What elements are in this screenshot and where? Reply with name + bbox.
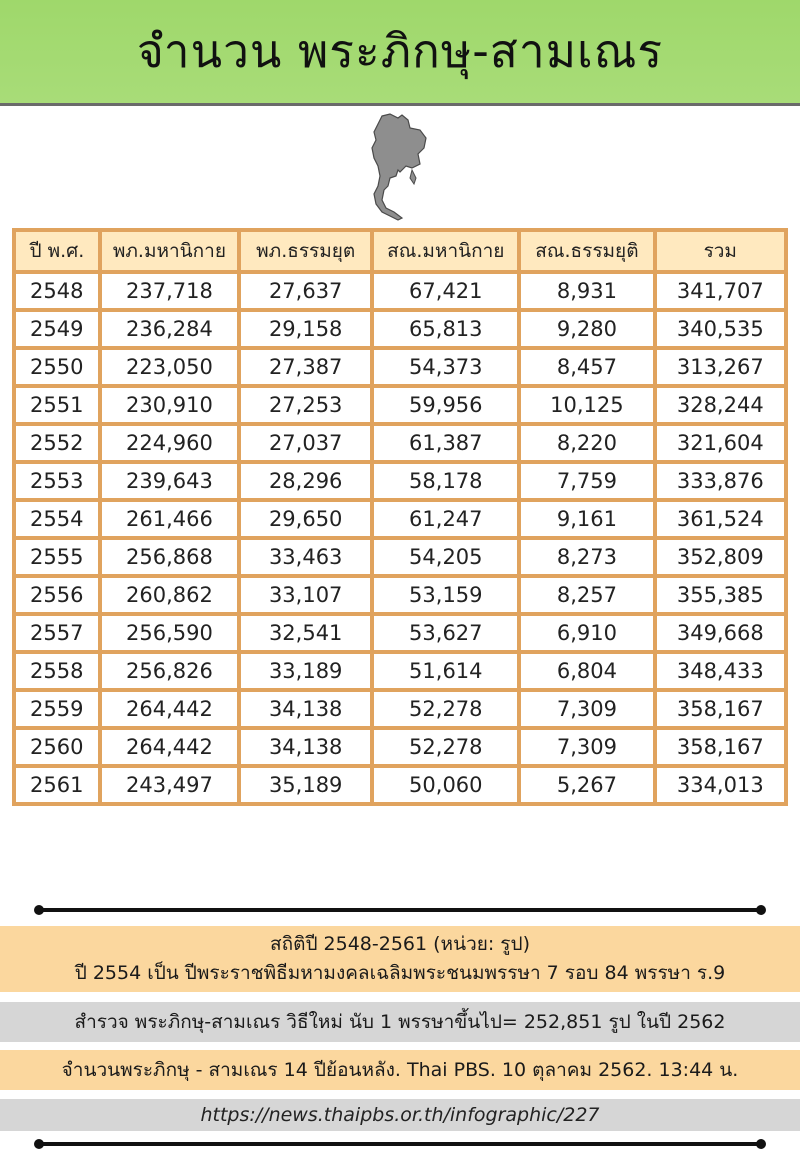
cell-novice-mahanikaya: 61,387	[372, 424, 519, 462]
cell-year: 2553	[14, 462, 100, 500]
cell-novice-mahanikaya: 61,247	[372, 500, 519, 538]
table-row	[14, 272, 786, 310]
cell-monk-dhammayut: 33,463	[239, 538, 372, 576]
cell-monk-mahanikaya: 264,442	[100, 690, 239, 728]
table-row	[14, 348, 786, 386]
cell-monk-mahanikaya: 260,862	[100, 576, 239, 614]
cell-monk-mahanikaya: 264,442	[100, 728, 239, 766]
table-row	[14, 728, 786, 766]
cell-total: 358,167	[655, 728, 786, 766]
table-header-row	[14, 230, 786, 272]
cell-monk-dhammayut: 27,253	[239, 386, 372, 424]
cell-total: 334,013	[655, 766, 786, 804]
cell-year: 2548	[14, 272, 100, 310]
title-banner	[0, 0, 800, 106]
cell-novice-dhammayut: 8,457	[519, 348, 654, 386]
cell-total: 355,385	[655, 576, 786, 614]
header-year: ปี พ.ศ.	[14, 230, 100, 272]
cell-year: 2551	[14, 386, 100, 424]
cell-monk-dhammayut: 27,637	[239, 272, 372, 310]
source-note: จำนวนพระภิกษุ - สามเณร 14 ปีย้อนหลัง. Thai PBS. 10 ตุลาคม 2562. 13:44 น.	[0, 1050, 800, 1090]
cell-novice-mahanikaya: 52,278	[372, 728, 519, 766]
cell-novice-dhammayut: 8,273	[519, 538, 654, 576]
cell-novice-mahanikaya: 58,178	[372, 462, 519, 500]
cell-novice-mahanikaya: 51,614	[372, 652, 519, 690]
cell-novice-mahanikaya: 52,278	[372, 690, 519, 728]
cell-total: 340,535	[655, 310, 786, 348]
cell-monk-dhammayut: 29,158	[239, 310, 372, 348]
cell-monk-mahanikaya: 256,868	[100, 538, 239, 576]
cell-novice-mahanikaya: 67,421	[372, 272, 519, 310]
cell-monk-mahanikaya: 261,466	[100, 500, 239, 538]
cell-total: 358,167	[655, 690, 786, 728]
cell-total: 348,433	[655, 652, 786, 690]
cell-year: 2554	[14, 500, 100, 538]
cell-novice-dhammayut: 10,125	[519, 386, 654, 424]
cell-monk-dhammayut: 28,296	[239, 462, 372, 500]
cell-novice-mahanikaya: 54,205	[372, 538, 519, 576]
cell-year: 2549	[14, 310, 100, 348]
cell-novice-dhammayut: 9,280	[519, 310, 654, 348]
cell-monk-mahanikaya: 223,050	[100, 348, 239, 386]
cell-total: 341,707	[655, 272, 786, 310]
table-row	[14, 386, 786, 424]
cell-monk-dhammayut: 34,138	[239, 728, 372, 766]
cell-monk-mahanikaya: 239,643	[100, 462, 239, 500]
cell-novice-dhammayut: 8,931	[519, 272, 654, 310]
table-row	[14, 614, 786, 652]
table-row	[14, 538, 786, 576]
cell-year: 2552	[14, 424, 100, 462]
source-url[interactable]	[0, 1099, 800, 1131]
cell-year: 2561	[14, 766, 100, 804]
survey-note: สำรวจ พระภิกษุ-สามเณร วิธีใหม่ นับ 1 พรรษาขึ้นไป= 252,851 รูป ในปี 2562	[0, 1002, 800, 1042]
monk-novice-table	[12, 228, 788, 806]
header-monk-dhammayut: พภ.ธรรมยุต	[239, 230, 372, 272]
cell-novice-mahanikaya: 65,813	[372, 310, 519, 348]
cell-year: 2560	[14, 728, 100, 766]
cell-novice-dhammayut: 7,309	[519, 728, 654, 766]
cell-novice-dhammayut: 8,257	[519, 576, 654, 614]
cell-novice-dhammayut: 8,220	[519, 424, 654, 462]
divider	[38, 908, 762, 912]
cell-monk-mahanikaya: 236,284	[100, 310, 239, 348]
cell-novice-dhammayut: 5,267	[519, 766, 654, 804]
cell-monk-mahanikaya: 256,826	[100, 652, 239, 690]
cell-total: 313,267	[655, 348, 786, 386]
table-row	[14, 652, 786, 690]
cell-novice-mahanikaya: 53,159	[372, 576, 519, 614]
cell-monk-mahanikaya: 237,718	[100, 272, 239, 310]
cell-total: 361,524	[655, 500, 786, 538]
page-title: จำนวน พระภิกษุ-สามเณร	[136, 24, 664, 78]
header-novice-dhammayut: สณ.ธรรมยุติ	[519, 230, 654, 272]
stats-note	[0, 926, 800, 992]
cell-monk-mahanikaya: 230,910	[100, 386, 239, 424]
stats-note-line1: สถิติปี 2548-2561 (หน่วย: รูป)	[270, 933, 530, 955]
cell-total: 328,244	[655, 386, 786, 424]
cell-novice-dhammayut: 7,309	[519, 690, 654, 728]
table-row	[14, 690, 786, 728]
cell-monk-dhammayut: 34,138	[239, 690, 372, 728]
table-row	[14, 576, 786, 614]
thailand-map-icon	[368, 112, 430, 222]
cell-monk-dhammayut: 33,189	[239, 652, 372, 690]
table-row	[14, 462, 786, 500]
cell-total: 349,668	[655, 614, 786, 652]
cell-novice-dhammayut: 9,161	[519, 500, 654, 538]
cell-year: 2557	[14, 614, 100, 652]
cell-novice-mahanikaya: 50,060	[372, 766, 519, 804]
cell-monk-mahanikaya: 224,960	[100, 424, 239, 462]
cell-monk-mahanikaya: 243,497	[100, 766, 239, 804]
header-novice-mahanikaya: สณ.มหานิกาย	[372, 230, 519, 272]
cell-total: 321,604	[655, 424, 786, 462]
source-url-link[interactable]: https://news.thaipbs.or.th/infographic/227	[200, 1104, 600, 1126]
cell-novice-dhammayut: 7,759	[519, 462, 654, 500]
cell-novice-mahanikaya: 59,956	[372, 386, 519, 424]
cell-novice-dhammayut: 6,804	[519, 652, 654, 690]
cell-total: 352,809	[655, 538, 786, 576]
cell-year: 2555	[14, 538, 100, 576]
cell-year: 2556	[14, 576, 100, 614]
cell-monk-dhammayut: 27,387	[239, 348, 372, 386]
cell-total: 333,876	[655, 462, 786, 500]
cell-novice-mahanikaya: 54,373	[372, 348, 519, 386]
cell-year: 2559	[14, 690, 100, 728]
table-row	[14, 310, 786, 348]
cell-monk-dhammayut: 27,037	[239, 424, 372, 462]
cell-monk-dhammayut: 33,107	[239, 576, 372, 614]
header-total: รวม	[655, 230, 786, 272]
table-row	[14, 500, 786, 538]
cell-monk-mahanikaya: 256,590	[100, 614, 239, 652]
divider	[38, 1142, 762, 1146]
cell-year: 2550	[14, 348, 100, 386]
cell-novice-dhammayut: 6,910	[519, 614, 654, 652]
table-row	[14, 766, 786, 804]
cell-monk-dhammayut: 35,189	[239, 766, 372, 804]
table-row	[14, 424, 786, 462]
cell-year: 2558	[14, 652, 100, 690]
cell-monk-dhammayut: 29,650	[239, 500, 372, 538]
stats-note-line2: ปี 2554 เป็น ปีพระราชพิธีมหามงคลเฉลิมพระชนมพรรษา 7 รอบ 84 พรรษา ร.9	[74, 962, 726, 984]
header-monk-mahanikaya: พภ.มหานิกาย	[100, 230, 239, 272]
cell-novice-mahanikaya: 53,627	[372, 614, 519, 652]
cell-monk-dhammayut: 32,541	[239, 614, 372, 652]
